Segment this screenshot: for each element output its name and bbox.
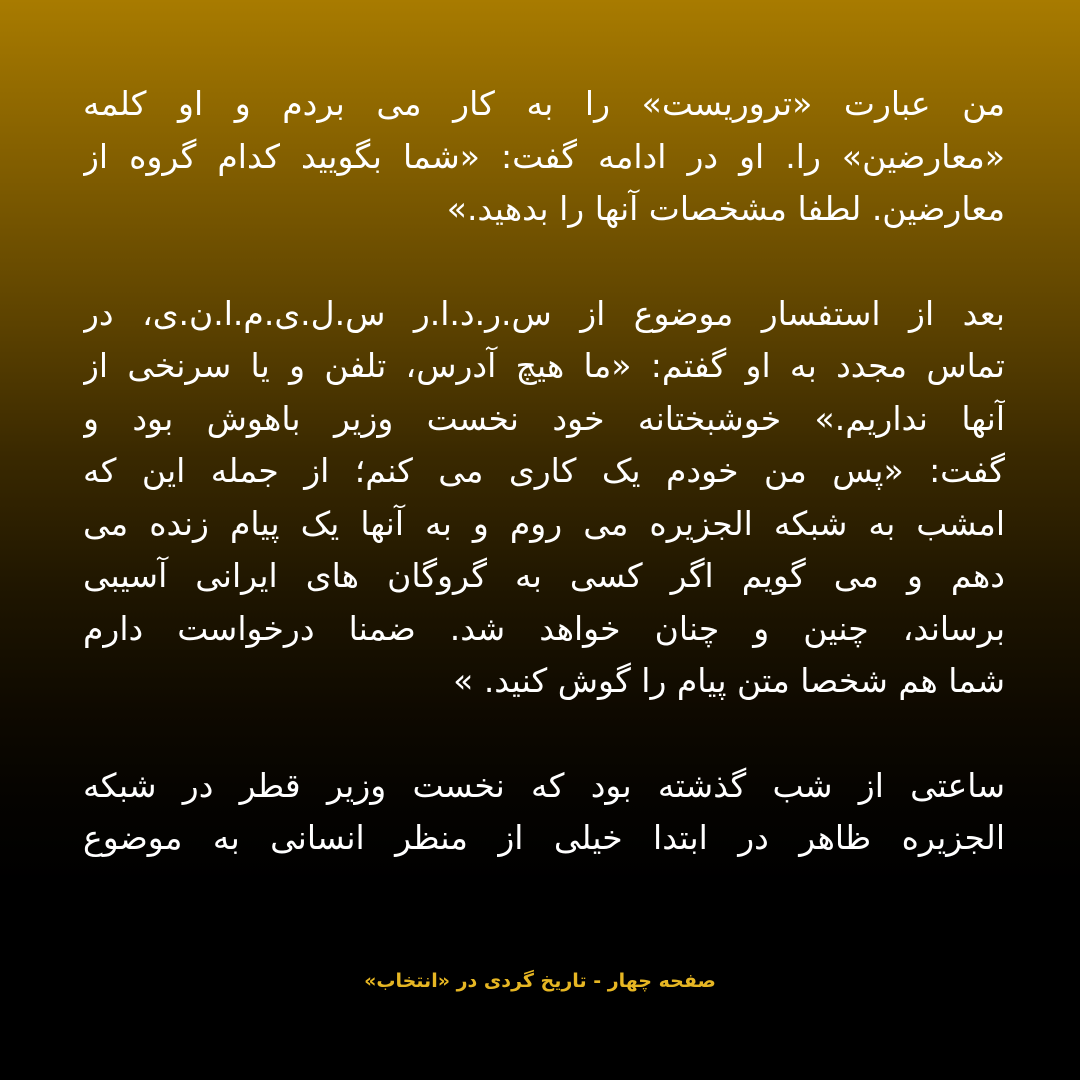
text-line: الجزیره ظاهر در ابتدا خیلی از منظر انسانی به موضوع (83, 818, 1005, 857)
page-footer-caption: صفحه چهار - تاریخ گردی در «انتخاب» (364, 970, 716, 992)
text-line: دهم و می گویم اگر کسی به گروگان های ایرانی آسیبی (83, 556, 1005, 595)
paragraph-2 (83, 288, 1005, 708)
text-line: برساند، چنین و چنان خواهد شد. ضمنا درخواست دارم (83, 608, 1005, 648)
text-line: من عبارت «تروریست» را به کار می بردم و او کلمه (83, 84, 1005, 123)
article-body (83, 78, 1005, 865)
text-line: معارضین. لطفا مشخصات آنها را بدهید.» (446, 189, 1005, 228)
text-line: تماس مجدد به او گفتم: «ما هیچ آدرس، تلفن و یا سرنخی از (83, 346, 1005, 385)
text-line: «معارضین» را. او در ادامه گفت: «شما بگویید کدام گروه از (83, 136, 1005, 176)
text-line: گفت: «پس من خودم یک کاری می کنم؛ از جمله این که (83, 451, 1005, 490)
text-line: بعد از استفسار موضوع از س.ر.د.ا.ر س.ل.ی.م.ا.ن.ی، در (83, 293, 1005, 333)
paragraph-3 (83, 760, 1005, 865)
paragraph-1 (83, 78, 1005, 236)
text-line: امشب به شبکه الجزیره می روم و به آنها یک پیام زنده می (83, 503, 1005, 543)
text-line: ساعتی از شب گذشته بود که نخست وزیر قطر در شبکه (83, 765, 1005, 805)
text-line: آنها نداریم.» خوشبختانه خود نخست وزیر باهوش بود و (83, 398, 1005, 438)
text-line: شما هم شخصا متن پیام را گوش کنید. » (453, 661, 1005, 700)
